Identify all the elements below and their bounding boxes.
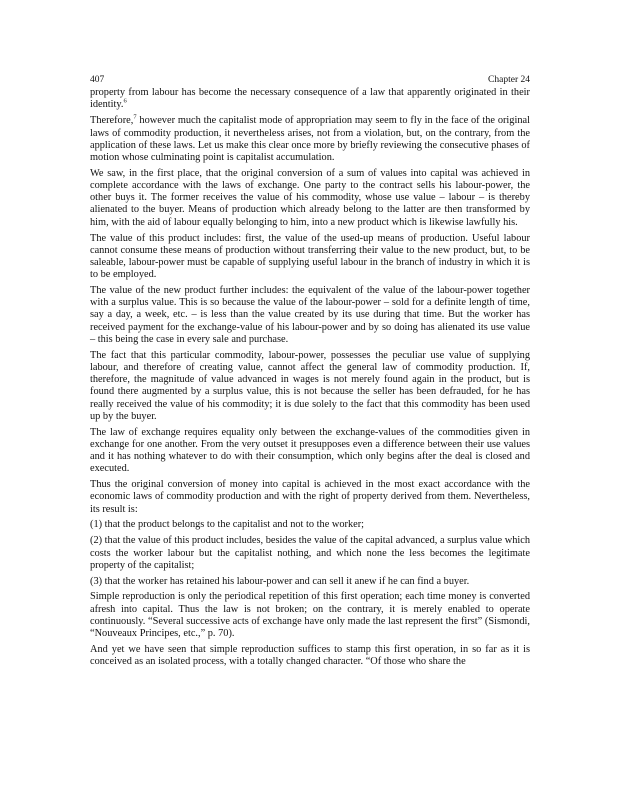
footnote-ref-6[interactable]: 6 [123,97,127,105]
paragraph-10: And yet we have seen that simple reproduction suffices to stamp this first operation, in so far as it is conceived as an isolated process, with a totally changed character. “Of those who share the [90,643,530,668]
footnote-ref-7[interactable]: 7 [133,113,137,121]
paragraph-1: property from labour has become the necessary consequence of a law that apparently originated in their identity.$^6$ [90,87,530,111]
paragraph-8: Thus the original conversion of money into capital is achieved in the most exact accordance with the economic laws of commodity production and with the right of property derived from them. Nevertheless, its result is: [90,479,530,515]
document-page [90,74,530,672]
page-number: 407 [90,75,105,85]
list-item-2: (2) that the value of this product includes, besides the value of the capital advanced, a surplus value which costs the worker labour but the capitalist nothing, and which none the less becomes the legitimate property of the capitalist; [90,535,530,571]
paragraph-6: The fact that this particular commodity, labour-power, possesses the peculiar use value of supplying labour, and therefore of creating value, cannot affect the general law of commodity production. If, therefore, the magnitude of value advanced in wages is not merely found again in the product, but is found there augmented by a surplus value, this is not because the seller has been defrauded, for he has really received the value of his commodity; it is due solely to the fact that this commodity has been used up by the buyer. [90,349,530,422]
paragraph-4: The value of this product includes: first, the value of the used-up means of production. Useful labour cannot consume these means of production without transferring their value to the new product, but, to be saleable, labour-power must be capable of supplying useful labour in the branch of industry in which it is to be employed. [90,232,530,281]
paragraph-7: The law of exchange requires equality only between the exchange-values of the commodities given in exchange for one another. From the very outset it presupposes even a difference between their use values and it has nothing whatever to do with their consumption, which only begins after the deal is closed and executed. [90,426,530,475]
page-header [90,74,530,86]
chapter-title: Chapter 24 [488,75,530,85]
paragraph-9: Simple reproduction is only the periodical repetition of this first operation; each time money is converted afresh into capital. Thus the law is not broken; on the contrary, it is merely enabled to operate continuously. “Several successive acts of exchange have only made the last represent the first” (Sismondi, “Nouveaux Principes, etc.,” p. 70). [90,591,530,640]
paragraph-5: The value of the new product further includes: the equivalent of the value of the labour-power together with a surplus value. This is so because the value of the labour-power – sold for a definite length of time, say a day, a week, etc. – is less than the value created by its use during that time. But the worker has received payment for the exchange-value of his labour-power and by so doing has alienated its use value – this being the case in every sale and purchase. [90,285,530,345]
paragraph-3: We saw, in the first place, that the original conversion of a sum of values into capital was achieved in complete accordance with the laws of exchange. One party to the contract sells his labour-power, the other buys it. The former receives the value of his commodity, whose use value – labour – is thereby alienated to the buyer. Means of production which already belong to the latter are then transformed by him, with the aid of labour equally belonging to him, into a new product which is likewise lawfully his. [90,167,530,228]
paragraph-2: Therefore,$^7$ however much the capitalist mode of appropriation may seem to fly in the face of the original laws of commodity production, it nevertheless arises, not from a violation, but, on the contrary, from the application of these laws. Let us make this clear once more by briefly reviewing the consecutive phases of motion whose culminating point is capitalist accumulation. [90,113,530,163]
list-item-1: (1) that the product belongs to the capitalist and not to the worker; [90,519,365,531]
list-item-3: (3) that the worker has retained his labour-power and can sell it anew if he can find a buyer. [90,575,470,587]
